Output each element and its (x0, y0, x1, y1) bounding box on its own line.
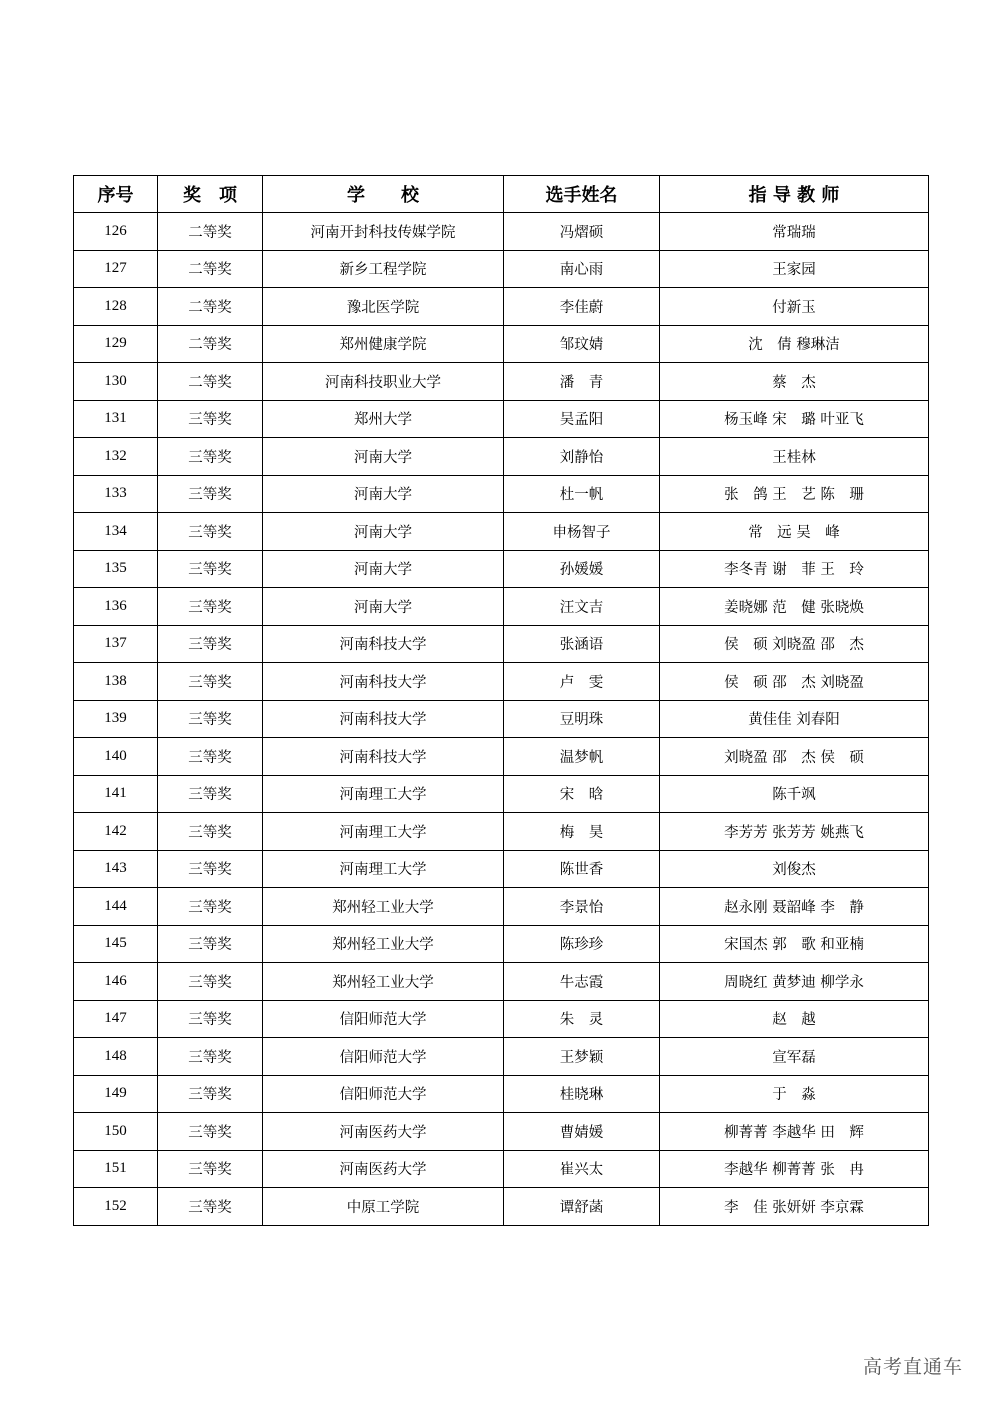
advisor-cell: 赵永刚 聂韶峰 李 静 (660, 888, 929, 926)
table-row (74, 513, 929, 551)
award-cell: 三等奖 (158, 700, 263, 738)
award-cell: 三等奖 (158, 1188, 263, 1226)
advisor-cell: 周晓红 黄梦迪 柳学永 (660, 963, 929, 1001)
contestant-name-cell: 潘 青 (504, 363, 660, 401)
contestant-name-cell: 杜一帆 (504, 475, 660, 513)
serial-number-cell: 144 (74, 888, 158, 926)
serial-number-cell: 138 (74, 663, 158, 701)
advisor-cell: 侯 硕 刘晓盈 邵 杰 (660, 625, 929, 663)
school-cell: 河南医药大学 (263, 1150, 504, 1188)
school-cell: 河南科技大学 (263, 738, 504, 776)
advisor-cell: 常 远 吴 峰 (660, 513, 929, 551)
advisor-cell: 李冬青 谢 菲 王 玲 (660, 550, 929, 588)
contestant-name-cell: 南心雨 (504, 250, 660, 288)
school-cell: 新乡工程学院 (263, 250, 504, 288)
serial-number-cell: 148 (74, 1038, 158, 1076)
advisor-cell: 付新玉 (660, 288, 929, 326)
contestant-name-cell: 张涵语 (504, 625, 660, 663)
advisor-cell: 柳菁菁 李越华 田 辉 (660, 1113, 929, 1151)
award-cell: 三等奖 (158, 1000, 263, 1038)
award-cell: 三等奖 (158, 813, 263, 851)
school-cell: 河南理工大学 (263, 813, 504, 851)
award-cell: 三等奖 (158, 738, 263, 776)
school-cell: 郑州大学 (263, 400, 504, 438)
award-cell: 三等奖 (158, 850, 263, 888)
table-row (74, 888, 929, 926)
serial-number-cell: 142 (74, 813, 158, 851)
table-row (74, 325, 929, 363)
advisor-cell: 黄佳佳 刘春阳 (660, 700, 929, 738)
school-cell: 河南医药大学 (263, 1113, 504, 1151)
serial-number-cell: 146 (74, 963, 158, 1001)
school-cell: 河南理工大学 (263, 850, 504, 888)
advisor-cell: 王家园 (660, 250, 929, 288)
table-header-row (74, 176, 929, 213)
table-row (74, 700, 929, 738)
table-row (74, 588, 929, 626)
award-cell: 三等奖 (158, 775, 263, 813)
awards-table (73, 175, 929, 1226)
advisor-cell: 张 鸽 王 艺 陈 珊 (660, 475, 929, 513)
serial-number-cell: 131 (74, 400, 158, 438)
advisor-cell: 李 佳 张妍妍 李京霖 (660, 1188, 929, 1226)
table-row (74, 963, 929, 1001)
contestant-name-cell: 朱 灵 (504, 1000, 660, 1038)
school-cell: 信阳师范大学 (263, 1075, 504, 1113)
contestant-name-cell: 崔兴太 (504, 1150, 660, 1188)
school-cell: 信阳师范大学 (263, 1000, 504, 1038)
serial-number-cell: 134 (74, 513, 158, 551)
table-row (74, 1113, 929, 1151)
contestant-name-cell: 豆明珠 (504, 700, 660, 738)
header-advisor: 指 导 教 师 (660, 176, 929, 213)
serial-number-cell: 151 (74, 1150, 158, 1188)
header-school: 学 校 (263, 176, 504, 213)
award-cell: 二等奖 (158, 250, 263, 288)
table-body (74, 213, 929, 1226)
table-row (74, 813, 929, 851)
school-cell: 河南科技职业大学 (263, 363, 504, 401)
award-cell: 三等奖 (158, 625, 263, 663)
serial-number-cell: 150 (74, 1113, 158, 1151)
school-cell: 河南开封科技传媒学院 (263, 213, 504, 251)
header-contestant-name: 选手姓名 (504, 176, 660, 213)
advisor-cell: 姜晓娜 范 健 张晓焕 (660, 588, 929, 626)
header-serial-number: 序号 (74, 176, 158, 213)
school-cell: 河南大学 (263, 513, 504, 551)
award-cell: 二等奖 (158, 363, 263, 401)
serial-number-cell: 139 (74, 700, 158, 738)
award-cell: 三等奖 (158, 513, 263, 551)
contestant-name-cell: 谭舒菡 (504, 1188, 660, 1226)
serial-number-cell: 145 (74, 925, 158, 963)
serial-number-cell: 152 (74, 1188, 158, 1226)
table-row (74, 925, 929, 963)
serial-number-cell: 149 (74, 1075, 158, 1113)
watermark: 高考直通车 (862, 1356, 963, 1378)
advisor-cell: 陈千飒 (660, 775, 929, 813)
contestant-name-cell: 汪文吉 (504, 588, 660, 626)
serial-number-cell: 143 (74, 850, 158, 888)
table-row (74, 288, 929, 326)
serial-number-cell: 135 (74, 550, 158, 588)
award-cell: 三等奖 (158, 963, 263, 1001)
school-cell: 郑州健康学院 (263, 325, 504, 363)
contestant-name-cell: 申杨智子 (504, 513, 660, 551)
award-cell: 三等奖 (158, 400, 263, 438)
table-row (74, 663, 929, 701)
table-row (74, 625, 929, 663)
award-cell: 三等奖 (158, 438, 263, 476)
contestant-name-cell: 桂晓琳 (504, 1075, 660, 1113)
serial-number-cell: 133 (74, 475, 158, 513)
advisor-cell: 常瑞瑞 (660, 213, 929, 251)
advisor-cell: 刘俊杰 (660, 850, 929, 888)
award-cell: 三等奖 (158, 475, 263, 513)
serial-number-cell: 129 (74, 325, 158, 363)
school-cell: 河南大学 (263, 588, 504, 626)
advisor-cell: 杨玉峰 宋 璐 叶亚飞 (660, 400, 929, 438)
award-cell: 三等奖 (158, 1075, 263, 1113)
award-cell: 二等奖 (158, 288, 263, 326)
award-cell: 三等奖 (158, 663, 263, 701)
serial-number-cell: 136 (74, 588, 158, 626)
contestant-name-cell: 刘静怡 (504, 438, 660, 476)
school-cell: 河南科技大学 (263, 625, 504, 663)
award-cell: 三等奖 (158, 550, 263, 588)
contestant-name-cell: 温梦帆 (504, 738, 660, 776)
table-row (74, 775, 929, 813)
advisor-cell: 蔡 杰 (660, 363, 929, 401)
table-row (74, 250, 929, 288)
advisor-cell: 宣军磊 (660, 1038, 929, 1076)
school-cell: 河南科技大学 (263, 700, 504, 738)
contestant-name-cell: 牛志霞 (504, 963, 660, 1001)
contestant-name-cell: 孙媛媛 (504, 550, 660, 588)
table-row (74, 438, 929, 476)
advisor-cell: 李芳芳 张芳芳 姚燕飞 (660, 813, 929, 851)
school-cell: 豫北医学院 (263, 288, 504, 326)
header-award: 奖 项 (158, 176, 263, 213)
award-cell: 三等奖 (158, 588, 263, 626)
school-cell: 河南理工大学 (263, 775, 504, 813)
award-cell: 三等奖 (158, 1150, 263, 1188)
school-cell: 河南大学 (263, 550, 504, 588)
table-row (74, 1075, 929, 1113)
serial-number-cell: 127 (74, 250, 158, 288)
serial-number-cell: 126 (74, 213, 158, 251)
table-row (74, 1150, 929, 1188)
serial-number-cell: 132 (74, 438, 158, 476)
advisor-cell: 李越华 柳菁菁 张 冉 (660, 1150, 929, 1188)
serial-number-cell: 141 (74, 775, 158, 813)
advisor-cell: 王桂林 (660, 438, 929, 476)
contestant-name-cell: 李佳蔚 (504, 288, 660, 326)
school-cell: 中原工学院 (263, 1188, 504, 1226)
advisor-cell: 刘晓盈 邵 杰 侯 硕 (660, 738, 929, 776)
contestant-name-cell: 曹婧媛 (504, 1113, 660, 1151)
contestant-name-cell: 陈世香 (504, 850, 660, 888)
contestant-name-cell: 冯熠硕 (504, 213, 660, 251)
table-row (74, 1188, 929, 1226)
contestant-name-cell: 宋 晗 (504, 775, 660, 813)
award-cell: 三等奖 (158, 1038, 263, 1076)
table-row (74, 475, 929, 513)
contestant-name-cell: 陈珍珍 (504, 925, 660, 963)
school-cell: 信阳师范大学 (263, 1038, 504, 1076)
contestant-name-cell: 王梦颖 (504, 1038, 660, 1076)
table-row (74, 363, 929, 401)
contestant-name-cell: 吴孟阳 (504, 400, 660, 438)
school-cell: 郑州轻工业大学 (263, 925, 504, 963)
award-cell: 二等奖 (158, 213, 263, 251)
award-cell: 三等奖 (158, 1113, 263, 1151)
contestant-name-cell: 李景怡 (504, 888, 660, 926)
table-row (74, 213, 929, 251)
contestant-name-cell: 梅 昊 (504, 813, 660, 851)
school-cell: 河南科技大学 (263, 663, 504, 701)
award-cell: 三等奖 (158, 888, 263, 926)
advisor-cell: 沈 倩 穆琳洁 (660, 325, 929, 363)
advisor-cell: 于 淼 (660, 1075, 929, 1113)
advisor-cell: 宋国杰 郭 歌 和亚楠 (660, 925, 929, 963)
table-row (74, 850, 929, 888)
table-row (74, 1000, 929, 1038)
contestant-name-cell: 邹玟婧 (504, 325, 660, 363)
serial-number-cell: 147 (74, 1000, 158, 1038)
school-cell: 郑州轻工业大学 (263, 888, 504, 926)
serial-number-cell: 128 (74, 288, 158, 326)
advisor-cell: 赵 越 (660, 1000, 929, 1038)
school-cell: 河南大学 (263, 438, 504, 476)
table-row (74, 400, 929, 438)
advisor-cell: 侯 硕 邵 杰 刘晓盈 (660, 663, 929, 701)
school-cell: 河南大学 (263, 475, 504, 513)
award-cell: 二等奖 (158, 325, 263, 363)
serial-number-cell: 137 (74, 625, 158, 663)
table-row (74, 738, 929, 776)
table-row (74, 1038, 929, 1076)
table-row (74, 550, 929, 588)
serial-number-cell: 130 (74, 363, 158, 401)
serial-number-cell: 140 (74, 738, 158, 776)
contestant-name-cell: 卢 雯 (504, 663, 660, 701)
school-cell: 郑州轻工业大学 (263, 963, 504, 1001)
award-cell: 三等奖 (158, 925, 263, 963)
